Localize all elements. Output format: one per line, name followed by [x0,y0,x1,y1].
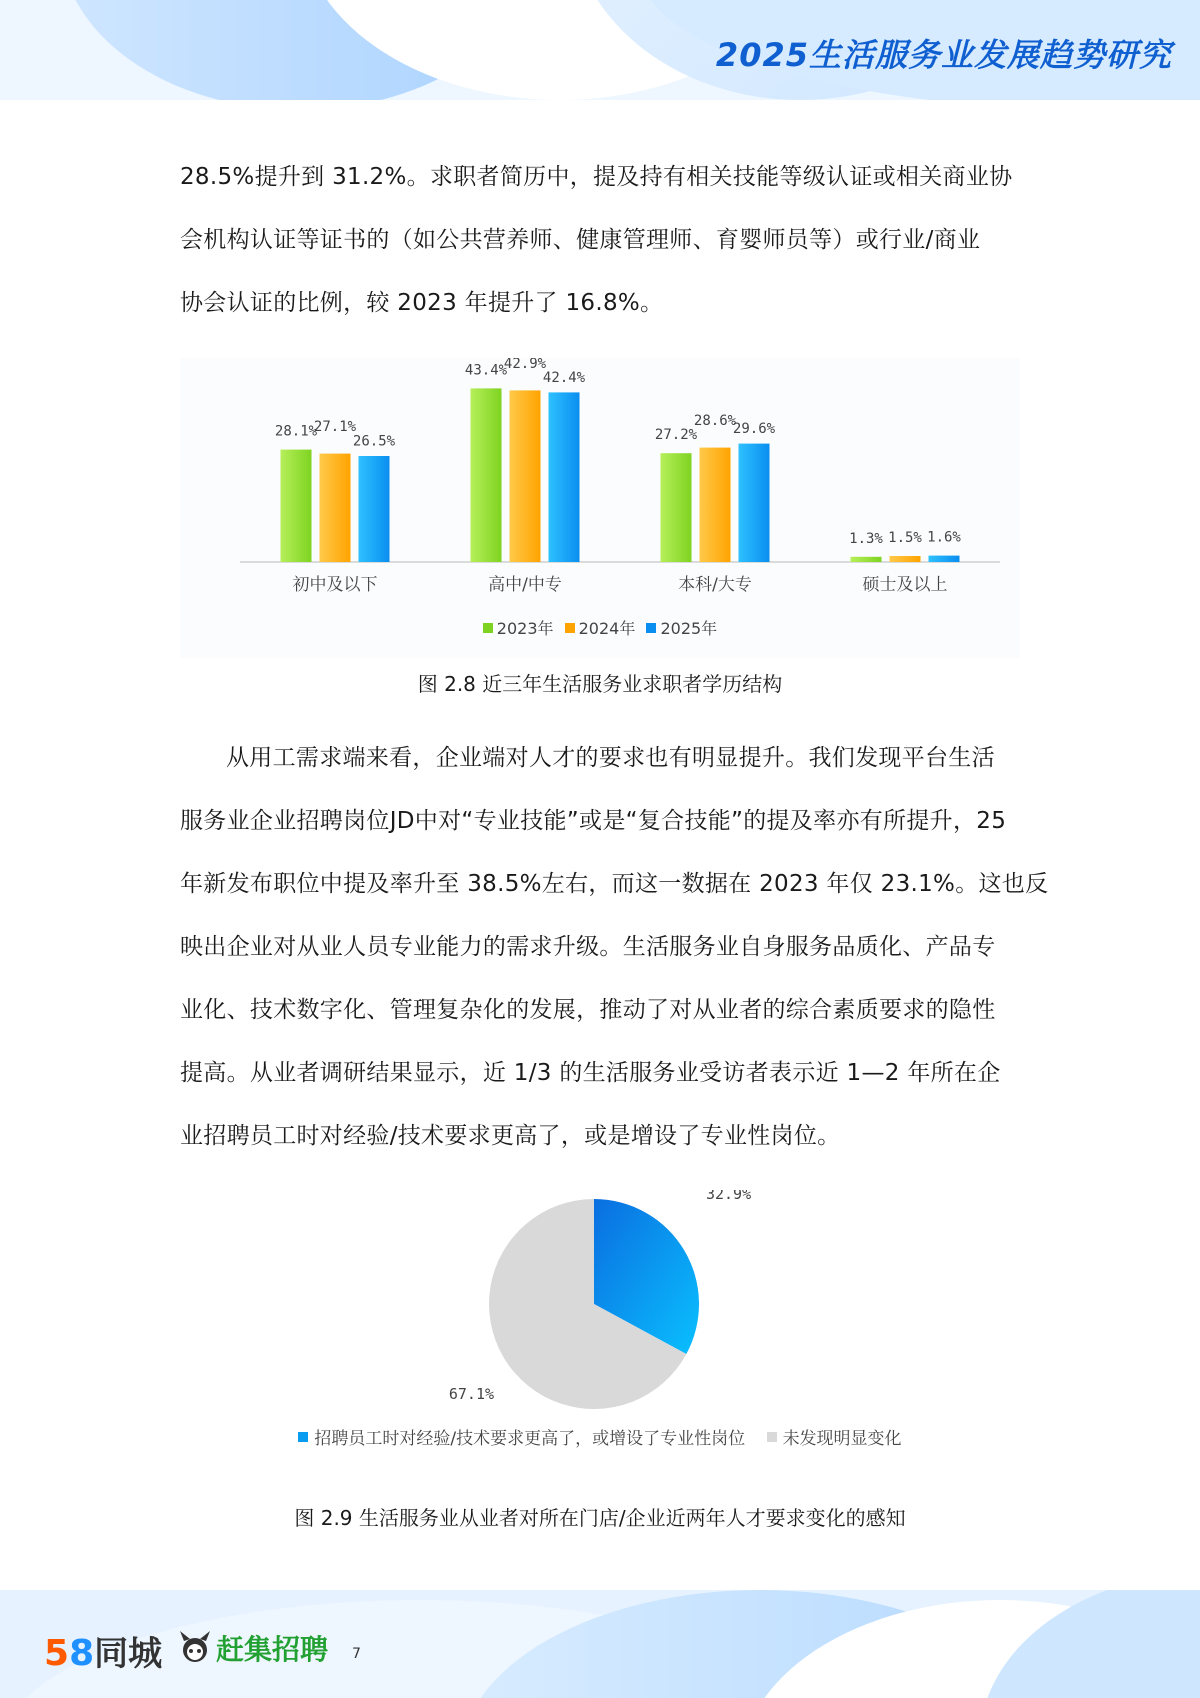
logo-digit: 8 [69,1633,95,1674]
bar-chart-legend [180,616,1020,639]
bar-chart-svg [180,358,1020,616]
bar-2-1 [700,448,731,562]
category-label: 本科/大专 [678,575,752,595]
slice-label: 67.1% [448,1385,495,1404]
logo-58tongcheng [44,1626,162,1675]
bar-3-0 [851,557,882,562]
legend-label: 2025年 [660,619,718,638]
legend-label: 招聘员工时对经验/技术要求更高了，或增设了专业性岗位 [314,1429,746,1449]
legend-label: 2023年 [496,619,554,638]
bar-1-0 [471,388,502,562]
legend-label: 2024年 [578,619,636,638]
data-label: 1.3% [849,530,883,547]
bar-0-1 [320,454,351,562]
paragraph-line: 年新发布职位中提及率升至 38.5%左右，而这一数据在 2023 年仅 23.1%。这也反 [180,871,1049,897]
header-title: 2025生活服务业发展趋势研究 [715,36,1172,74]
bar-3-2 [929,556,960,562]
paragraph-line: 从用工需求端来看，企业端对人才的要求也有明显提升。我们发现平台生活 [226,745,995,771]
category-label: 硕士及以上 [862,575,948,595]
data-label: 1.6% [927,529,961,546]
perception-pie-chart [180,1190,1020,1450]
paragraph-line: 28.5%提升到 31.2%。求职者简历中，提及持有相关技能等级认证或相关商业协 [180,164,1013,190]
legend-label: 未发现明显变化 [782,1429,902,1449]
legend-item-higher-requirements [298,1424,745,1449]
logo-text: 同城 [94,1634,163,1674]
bar-3-1 [890,556,921,562]
bar-0-2 [359,456,390,562]
legend-swatch [298,1432,308,1442]
data-label: 28.1% [274,423,318,440]
legend-swatch [565,623,575,633]
logo-ganji [178,1628,328,1668]
legend-swatch [483,623,493,633]
page-header [0,0,1200,104]
paragraph-2 [180,727,1049,1168]
bar-1-2 [549,392,580,562]
data-label: 42.9% [503,358,547,372]
paragraph-line: 业化、技术数字化、管理复杂化的发展，推动了对从业者的综合素质要求的隐性 [180,997,996,1023]
data-label: 43.4% [464,362,508,379]
bar-0-0 [281,450,312,562]
data-label: 27.2% [654,427,698,444]
legend-swatch [646,623,656,633]
legend-item-2024 [565,616,636,639]
figure-caption-2-9: 图 2.9 生活服务业从业者对所在门店/企业近两年人才要求变化的感知 [294,1506,906,1530]
logo-digit: 5 [44,1633,70,1674]
paragraph-line: 业招聘员工时对经验/技术要求更高了，或是增设了专业性岗位。 [180,1123,841,1149]
category-label: 高中/中专 [488,575,562,595]
ganji-donkey-icon [178,1631,212,1665]
legend-swatch [767,1432,777,1442]
data-label: 42.4% [542,370,586,386]
page-footer [0,1590,1200,1698]
legend-item-2023 [483,616,554,639]
logo-text: 赶集招聘 [216,1633,329,1666]
data-label: 27.1% [313,419,357,436]
paragraph-line: 协会认证的比例，较 2023 年提升了 16.8%。 [180,290,664,316]
paragraph-line: 提高。从业者调研结果显示，近 1/3 的生活服务业受访者表示近 1—2 年所在企 [180,1060,1001,1086]
paragraph-1 [180,146,1020,335]
slice-label: 32.9% [705,1190,752,1203]
education-bar-chart [180,358,1020,658]
paragraph-line: 会机构认证等证书的（如公共营养师、健康管理师、育婴师员等）或行业/商业 [180,227,981,253]
data-label: 28.6% [693,413,737,430]
bar-2-0 [661,453,692,562]
data-label: 29.6% [732,421,776,438]
category-label: 初中及以下 [292,575,378,595]
legend-item-no-change [767,1424,902,1449]
paragraph-line: 服务业企业招聘岗位JD中对“专业技能”或是“复合技能”的提及率亦有所提升，25 [180,808,1007,834]
paragraph-line: 映出企业对从业人员专业能力的需求升级。生活服务业自身服务品质化、产品专 [180,934,996,960]
data-label: 1.5% [888,530,922,546]
data-label: 26.5% [352,433,396,450]
pie-chart-svg [180,1190,1020,1416]
page-number: 7 [352,1646,361,1662]
pie-chart-legend [180,1424,1020,1449]
bar-1-1 [510,390,541,562]
bar-2-2 [739,444,770,562]
legend-item-2025 [646,616,717,639]
figure-caption-2-8: 图 2.8 近三年生活服务业求职者学历结构 [417,672,783,696]
